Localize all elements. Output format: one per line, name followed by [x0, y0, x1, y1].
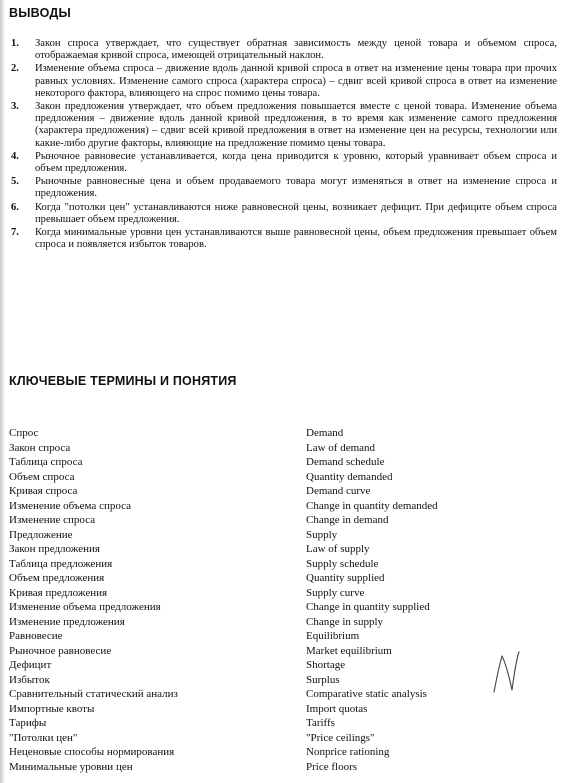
term-russian: Изменение объема предложения — [9, 601, 161, 613]
term-row — [9, 441, 557, 456]
term-russian: Сравнительный статический анализ — [9, 688, 178, 700]
term-russian: Избыток — [9, 673, 50, 686]
term-english: Demand schedule — [306, 456, 385, 468]
conclusion-number: 1. — [11, 38, 19, 49]
term-row — [9, 716, 557, 731]
term-english: Surplus — [306, 673, 340, 686]
term-row — [9, 513, 557, 528]
term-english: "Price ceilings" — [306, 731, 375, 744]
conclusion-number: 2. — [11, 63, 19, 75]
term-row — [9, 586, 557, 601]
conclusion-number: 5. — [11, 176, 19, 188]
term-english: Import quotas — [306, 702, 368, 715]
conclusion-item — [9, 227, 557, 251]
term-english: Demand curve — [306, 485, 371, 497]
term-row — [9, 687, 557, 702]
terms-heading: КЛЮЧЕВЫЕ ТЕРМИНЫ И ПОНЯТИЯ — [9, 374, 237, 388]
term-english: Supply curve — [306, 586, 365, 599]
term-russian: Неценовые способы нормирования — [9, 746, 175, 758]
term-english: Equilibrium — [306, 630, 360, 642]
term-row — [9, 571, 557, 586]
term-russian: Объем предложения — [9, 572, 105, 584]
terms-glossary — [9, 426, 557, 774]
term-row — [9, 542, 557, 557]
term-russian: Равновесие — [9, 630, 63, 642]
term-russian: Импортные квоты — [9, 702, 95, 715]
term-english: Supply — [306, 528, 338, 541]
term-russian: Закон спроса — [9, 441, 71, 454]
term-russian: Изменение предложения — [9, 615, 125, 628]
term-row — [9, 499, 557, 514]
conclusion-text: Когда минимальные уровни цен устанавливаются выше равновесной цены, объем предложения превышает объем спроса и появляется избыток товаров. — [35, 227, 557, 251]
term-row — [9, 455, 557, 470]
conclusion-number: 7. — [11, 227, 19, 239]
term-russian: Таблица спроса — [9, 456, 83, 468]
conclusion-item — [9, 63, 557, 100]
conclusion-number: 6. — [11, 201, 19, 213]
conclusion-text: Закон спроса утверждает, что существует обратная зависимость между ценой товара и объемом спроса, отображаемая кривой спроса, имеющей отрицательный наклон. — [35, 38, 557, 62]
conclusion-number: 4. — [11, 150, 19, 162]
term-russian: Изменение спроса — [9, 514, 96, 526]
term-english: Law of supply — [306, 543, 370, 555]
conclusion-item — [9, 101, 557, 150]
term-row — [9, 673, 557, 688]
term-russian: Кривая предложения — [9, 586, 108, 599]
conclusion-item — [9, 176, 557, 200]
term-russian: Минимальные уровни цен — [9, 760, 133, 773]
term-row — [9, 426, 557, 441]
term-english: Demand — [306, 427, 344, 439]
scan-shadow-edge — [0, 0, 5, 783]
term-english: Shortage — [306, 659, 346, 671]
term-row — [9, 528, 557, 543]
conclusion-text: Рыночные равновесные цена и объем продаваемого товара могут изменяться в ответ на изменение спроса и предложения. — [35, 176, 557, 200]
term-english: Law of demand — [306, 441, 376, 454]
conclusion-number: 3. — [11, 101, 19, 113]
term-english: Price floors — [306, 760, 358, 773]
term-russian: Закон предложения — [9, 543, 100, 555]
term-russian: Таблица предложения — [9, 557, 113, 570]
term-english: Change in quantity supplied — [306, 601, 430, 613]
term-english: Quantity demanded — [306, 470, 393, 483]
conclusion-item — [9, 202, 557, 226]
conclusion-text: Рыночное равновесие устанавливается, когда цена приводится к уровню, который уравнивает объем спроса и объем предложения. — [35, 150, 557, 175]
conclusion-item — [9, 151, 557, 175]
term-row — [9, 470, 557, 485]
term-english: Supply schedule — [306, 557, 379, 570]
term-english: Quantity supplied — [306, 572, 385, 584]
conclusion-text: Когда "потолки цен" устанавливаются ниже равновесной цены, возникает дефицит. При дефиците объем спроса превышает объем предложения. — [35, 201, 557, 225]
term-russian: "Потолки цен" — [9, 731, 78, 744]
conclusions-list — [9, 38, 557, 252]
term-english: Nonprice rationing — [306, 746, 390, 758]
term-russian: Рыночное равновесие — [9, 644, 112, 657]
conclusion-text: Изменение объема спроса – движение вдоль данной кривой спроса в ответ на изменение цены товара при прочих равных условиях. Изменение самого спроса (характера спроса) – сдвиг всей кривой спроса в ответ на изменение некоторого фактора, влияющего на спрос помимо цены товара. — [35, 63, 557, 99]
term-row — [9, 731, 557, 746]
term-russian: Изменение объема спроса — [9, 499, 132, 512]
term-row — [9, 557, 557, 572]
conclusion-item — [9, 38, 557, 62]
term-row — [9, 702, 557, 717]
term-english: Market equilibrium — [306, 644, 392, 657]
term-row — [9, 644, 557, 659]
term-row — [9, 745, 557, 760]
term-russian: Тарифы — [9, 717, 47, 729]
term-row — [9, 484, 557, 499]
term-english: Tariffs — [306, 717, 335, 729]
term-row — [9, 760, 557, 775]
term-english: Change in quantity demanded — [306, 499, 438, 512]
handwritten-mark — [488, 646, 528, 696]
term-russian: Дефицит — [9, 659, 52, 671]
term-row — [9, 615, 557, 630]
term-russian: Спрос — [9, 427, 39, 439]
term-russian: Предложение — [9, 528, 73, 541]
conclusion-text: Закон предложения утверждает, что объем предложения повышается вместе с ценой товара. Изменение объема предложения – движение вдоль данной кривой предложения, в то время как изменение самого предложения (характера предложения) – сдвиг всей кривой предложения в ответ на изменение цен на ресурсы, технологии или какие-либо другие факторы, влияющие на предложение помимо цены товара. — [35, 101, 557, 149]
term-row — [9, 600, 557, 615]
term-row — [9, 658, 557, 673]
term-russian: Кривая спроса — [9, 485, 78, 497]
term-english: Comparative static analysis — [306, 688, 427, 700]
term-english: Change in demand — [306, 514, 389, 526]
term-row — [9, 629, 557, 644]
term-russian: Объем спроса — [9, 470, 75, 483]
conclusions-heading: ВЫВОДЫ — [9, 6, 71, 20]
term-english: Change in supply — [306, 615, 383, 628]
